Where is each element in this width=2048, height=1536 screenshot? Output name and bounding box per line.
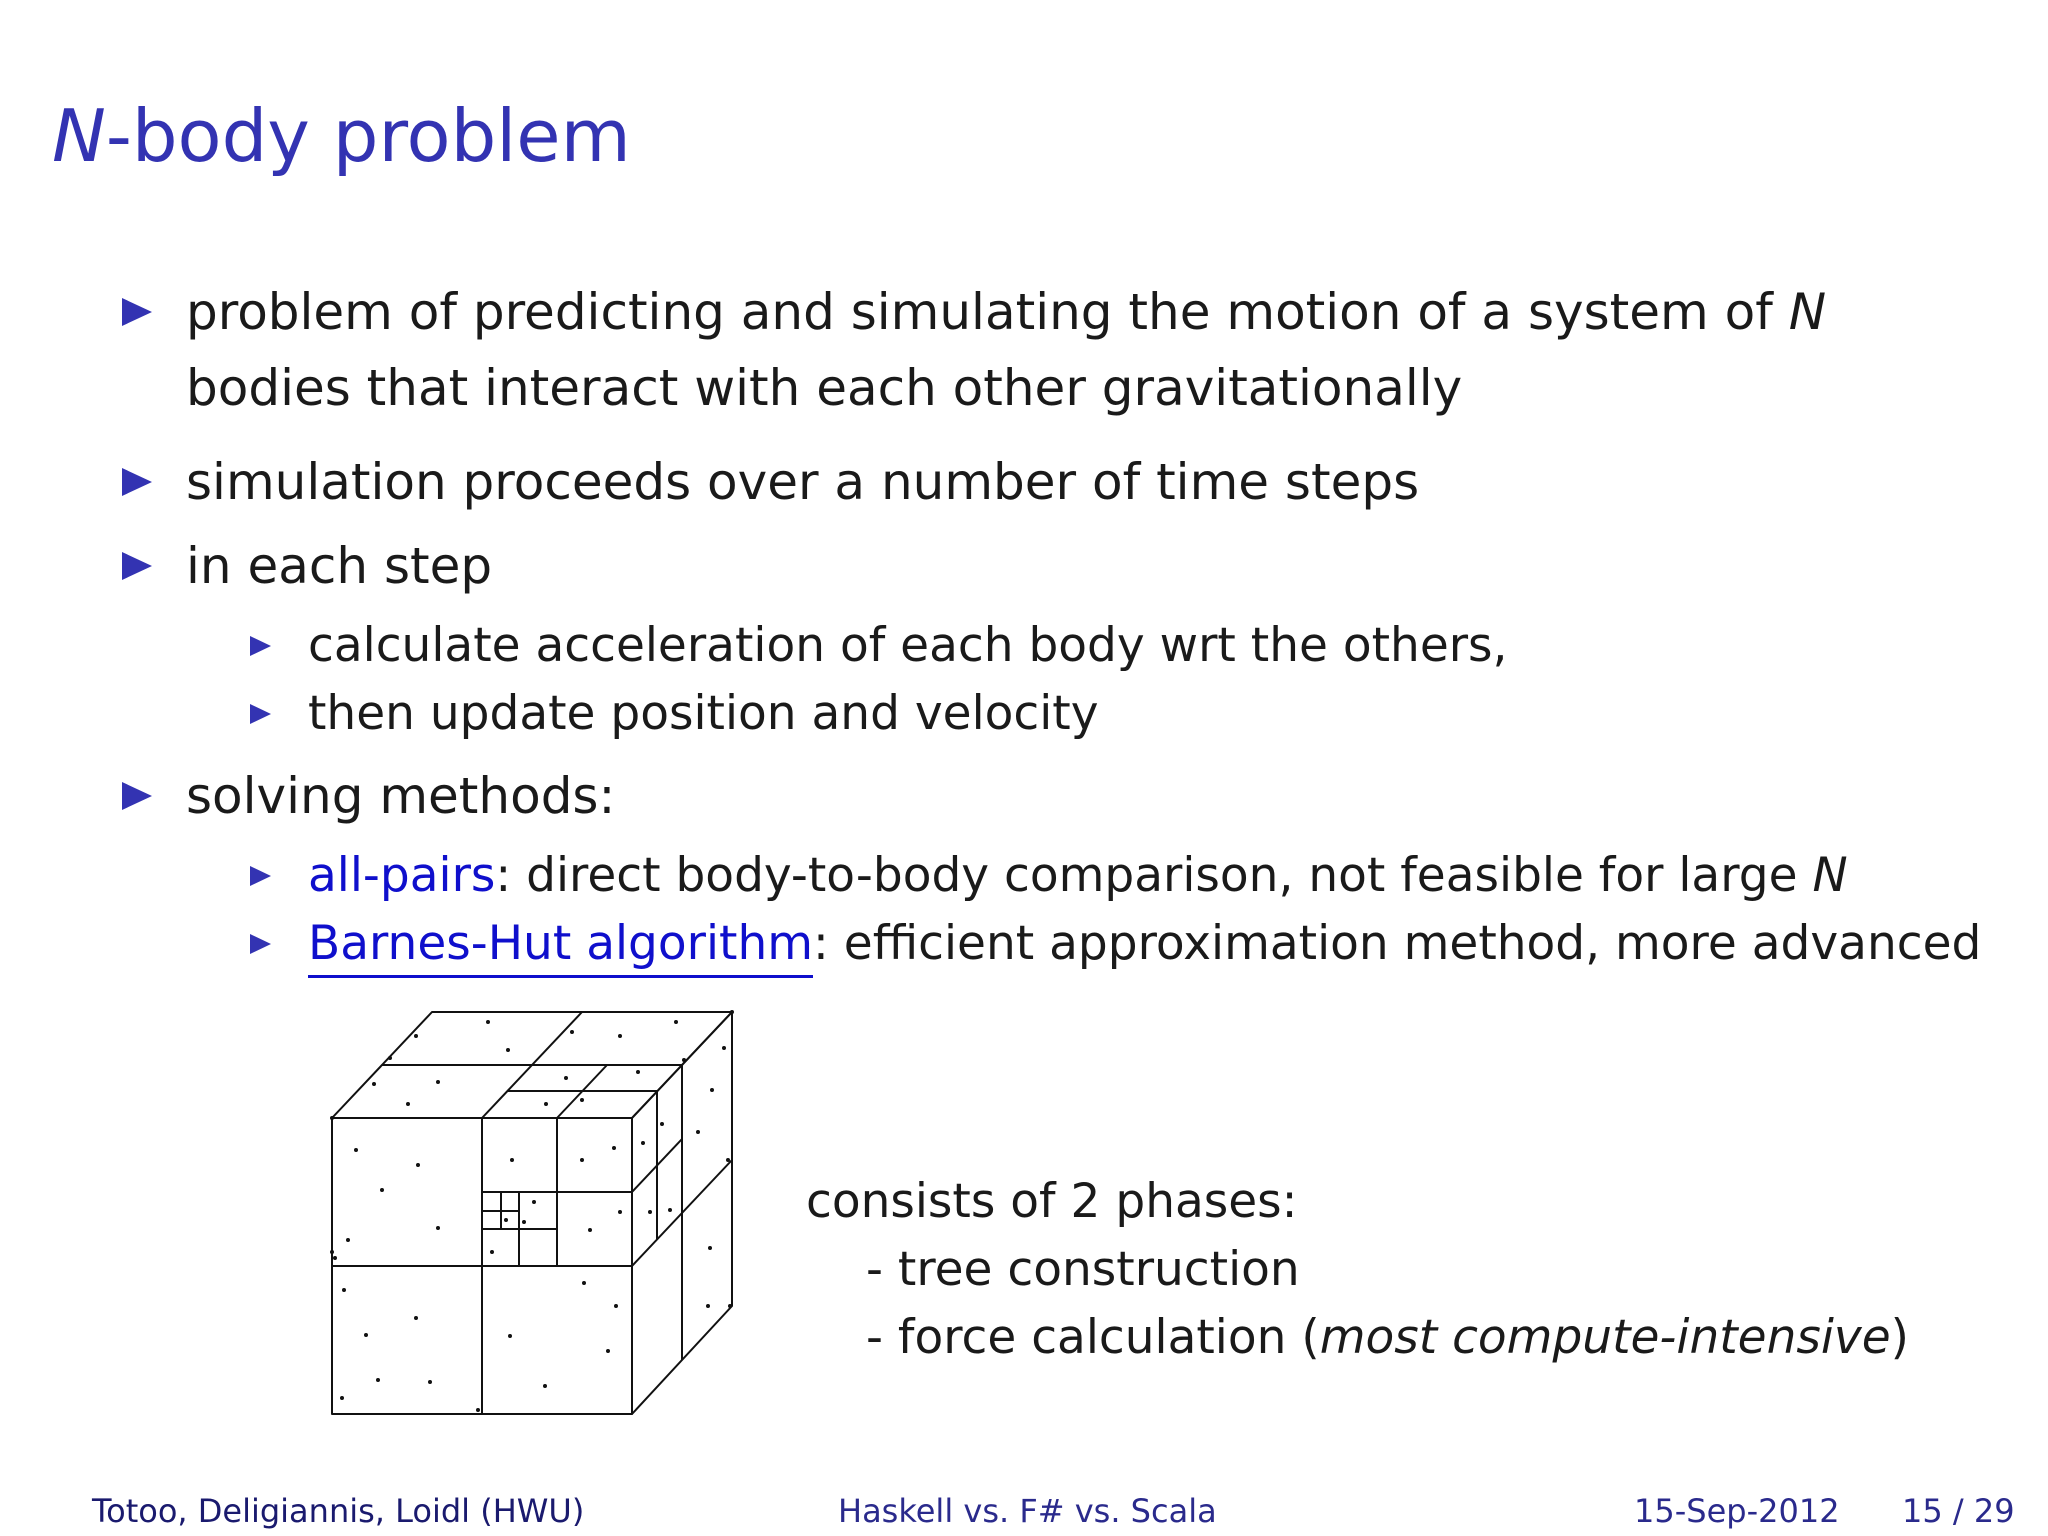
title-variable: N: [52, 94, 106, 178]
all-pairs-link[interactable]: all-pairs: [308, 848, 496, 903]
sub-bullet-triangle-icon: [250, 704, 271, 724]
bullet-triangle-icon: [122, 298, 152, 326]
bullet-1-line-2: bodies that interact with each other gravitationally: [186, 359, 1463, 417]
bullet-triangle-icon: [122, 552, 152, 580]
bullet-2: simulation proceeds over a number of time steps: [186, 453, 1420, 511]
footer-talk-title: Haskell vs. F# vs. Scala: [838, 1492, 1217, 1530]
body-points: [330, 1010, 734, 1412]
bullet-1-variable: N: [1788, 283, 1827, 341]
sub-bullet-triangle-icon: [250, 636, 271, 656]
bullet-3: in each step: [186, 537, 493, 595]
sub-bullet-triangle-icon: [250, 866, 271, 886]
footer-authors: Totoo, Deligiannis, Loidl (HWU): [92, 1492, 585, 1530]
phases-box: [806, 1168, 1909, 1372]
title-text: -body problem: [105, 94, 631, 178]
bullet-1-text: problem of predicting and simulating the motion of a system of: [186, 283, 1773, 341]
barnes-hut-link[interactable]: Barnes-Hut algorithm: [308, 916, 813, 978]
bullet-1-line-1: [186, 282, 1826, 342]
bullet-4-sub-1-text: : direct body-to-body comparison, not feasible for large: [495, 848, 1798, 903]
footer-date: 15-Sep-2012: [1634, 1492, 1840, 1530]
footer-page-number: 15 / 29: [1902, 1492, 2015, 1530]
phase-1: - tree construction: [866, 1242, 1300, 1297]
phase-2-emphasis: most compute-intensive: [1319, 1310, 1891, 1365]
bullet-4: solving methods:: [186, 767, 616, 825]
bullet-3-sub-1: calculate acceleration of each body wrt the others,: [308, 618, 1508, 673]
phase-2-close: ): [1890, 1310, 1909, 1365]
bullet-3-sub-2: then update position and velocity: [308, 686, 1099, 741]
sub-bullet-triangle-icon: [250, 934, 271, 954]
slide-title: [52, 94, 631, 178]
octree-cube-diagram: [320, 1000, 760, 1420]
bullet-4-sub-2-text: : efficient approximation method, more advanced: [813, 916, 1982, 971]
bullet-triangle-icon: [122, 468, 152, 496]
bullet-4-sub-1-variable: N: [1812, 848, 1848, 903]
bullet-triangle-icon: [122, 782, 152, 810]
phases-heading: consists of 2 phases:: [806, 1174, 1298, 1229]
phase-2-text: - force calculation (: [866, 1310, 1320, 1365]
phase-2: [806, 1304, 1909, 1372]
bullet-4-sub-2: [308, 916, 1981, 972]
bullet-4-sub-1: [308, 848, 1848, 904]
